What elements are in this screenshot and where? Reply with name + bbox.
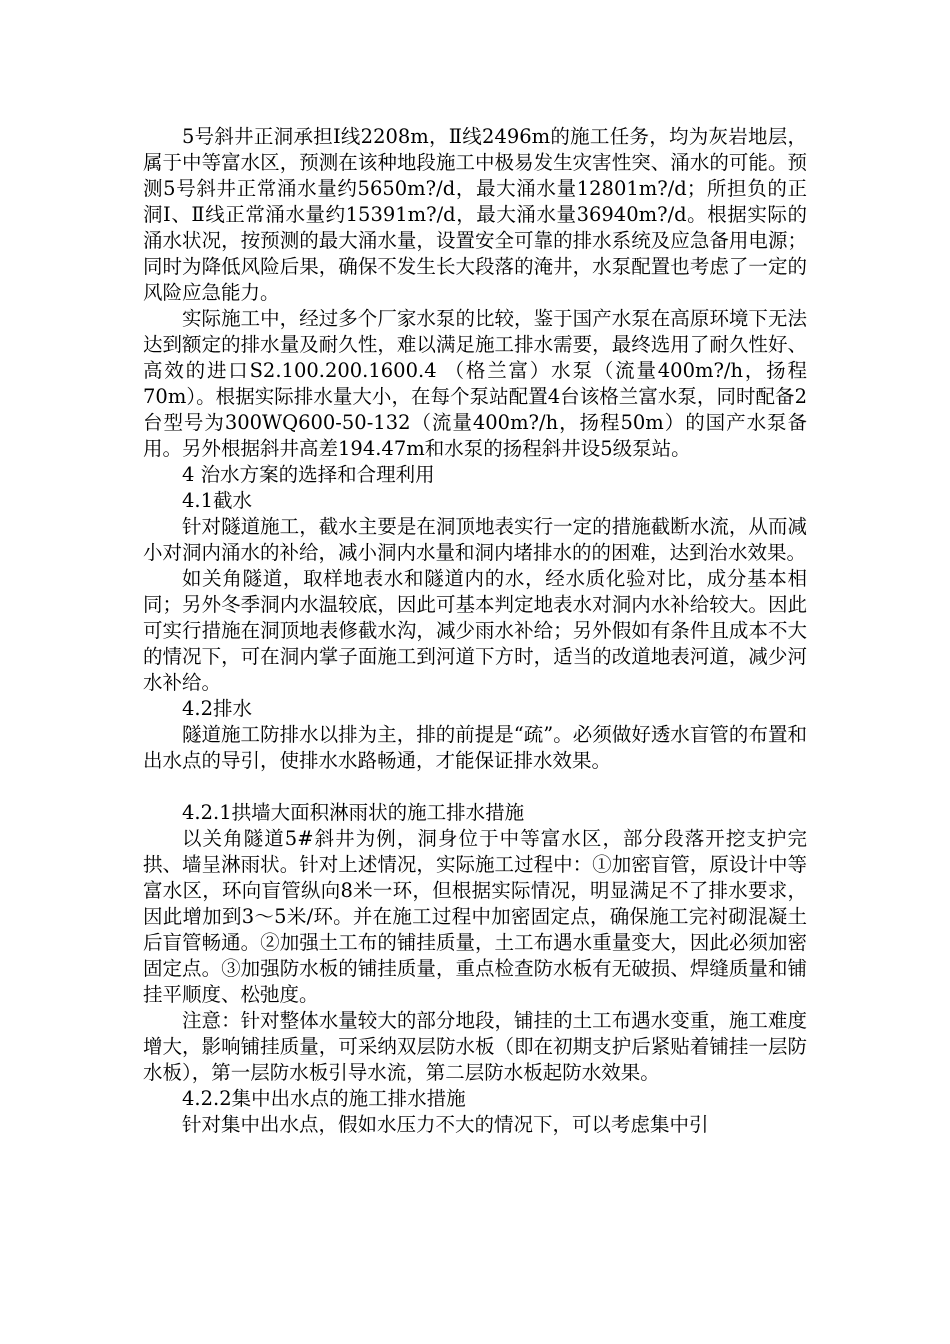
paragraph-arch-wall-measures: 以关角隧道5#斜井为例，洞身位于中等富水区，部分段落开挖支护完拱、墙呈淋雨状。针对上述情况，实际施工过程中：①加密盲管，原设计中等富水区，环向盲管纵向8米一环，但根据实际情况，明显满足不了排水要求，因此增加到3～5米/环。并在施工过程中加密固定点，确保施工完衬砌混凝土后盲管畅通。②加强土工布的铺挂质量，土工布遇水重量变大，因此必须加密固定点。③加强防水板的铺挂质量，重点检查防水板有无破损、焊缝质量和铺挂平顺度、松弛度。	[143, 827, 807, 1006]
paragraph-pump-selection: 实际施工中，经过多个厂家水泵的比较，鉴于国产水泵在高原环境下无法达到额定的排水量及耐久性，难以满足施工排水需要，最终选用了耐久性好、高效的进口S2.100.200.1600.4 （格兰富）水泵（流量400m?/h，扬程70m）。根据实际排水量大小，在每个泵站配置4台该格兰富水泵，同时配备2台型号为300WQ600-50-132（流量400m?/h，扬程50m）的国产水泵备用。另外根据斜井高差194.47m和水泵的扬程斜井设5级泵站。	[143, 307, 807, 460]
paragraph-drainage-intro: 隧道施工防排水以排为主，排的前提是“疏”。必须做好透水盲管的布置和出水点的导引，使排水水路畅通，才能保证排水效果。	[143, 723, 807, 772]
paragraph-interception-intro: 针对隧道施工，截水主要是在洞顶地表实行一定的措施截断水流，从而减小对洞内涌水的补给，减小洞内水量和洞内堵排水的的困难，达到治水效果。	[143, 515, 807, 564]
section-heading-4-2-1: 4.2.1拱墙大面积淋雨状的施工排水措施	[182, 801, 525, 824]
paragraph-concentrated-outlet: 针对集中出水点，假如水压力不大的情况下，可以考虑集中引	[182, 1113, 709, 1136]
document-body	[143, 124, 807, 1138]
paragraph-interception-example: 如关角隧道，取样地表水和隧道内的水，经水质化验对比，成分基本相同；另外冬季洞内水温较底，因此可基本判定地表水对洞内水补给较大。因此可实行措施在洞顶地表修截水沟，减少雨水补给；另外假如有条件且成本不大的情况下，可在洞内掌子面施工到河道下方时，适当的改道地表河道，减少河水补给。	[143, 567, 807, 694]
section-heading-4-2: 4.2排水	[182, 697, 253, 720]
section-heading-4: 4 治水方案的选择和合理利用	[182, 463, 435, 486]
section-heading-4-2-2: 4.2.2集中出水点的施工排水措施	[182, 1087, 466, 1110]
paragraph-note-double-layer: 注意：针对整体水量较大的部分地段，铺挂的土工布遇水变重，施工难度增大，影响铺挂质量，可采纳双层防水板（即在初期支护后紧贴着铺挂一层防水板），第一层防水板引导水流，第二层防水板起防水效果。	[143, 1009, 807, 1084]
paragraph-incline-5-water-volume: 5号斜井正洞承担Ⅰ线2208m，Ⅱ线2496m的施工任务，均为灰岩地层，属于中等富水区，预测在该种地段施工中极易发生灾害性突、涌水的可能。预测5号斜井正常涌水量约5650m?/d，最大涌水量12801m?/d；所担负的正洞Ⅰ、Ⅱ线正常涌水量约15391m?/d，最大涌水量36940m?/d。根据实际的涌水状况，按预测的最大涌水量，设置安全可靠的排水系统及应急备用电源；同时为降低风险后果，确保不发生长大段落的淹井，水泵配置也考虑了一定的风险应急能力。	[143, 125, 807, 304]
section-heading-4-1: 4.1截水	[182, 489, 253, 512]
